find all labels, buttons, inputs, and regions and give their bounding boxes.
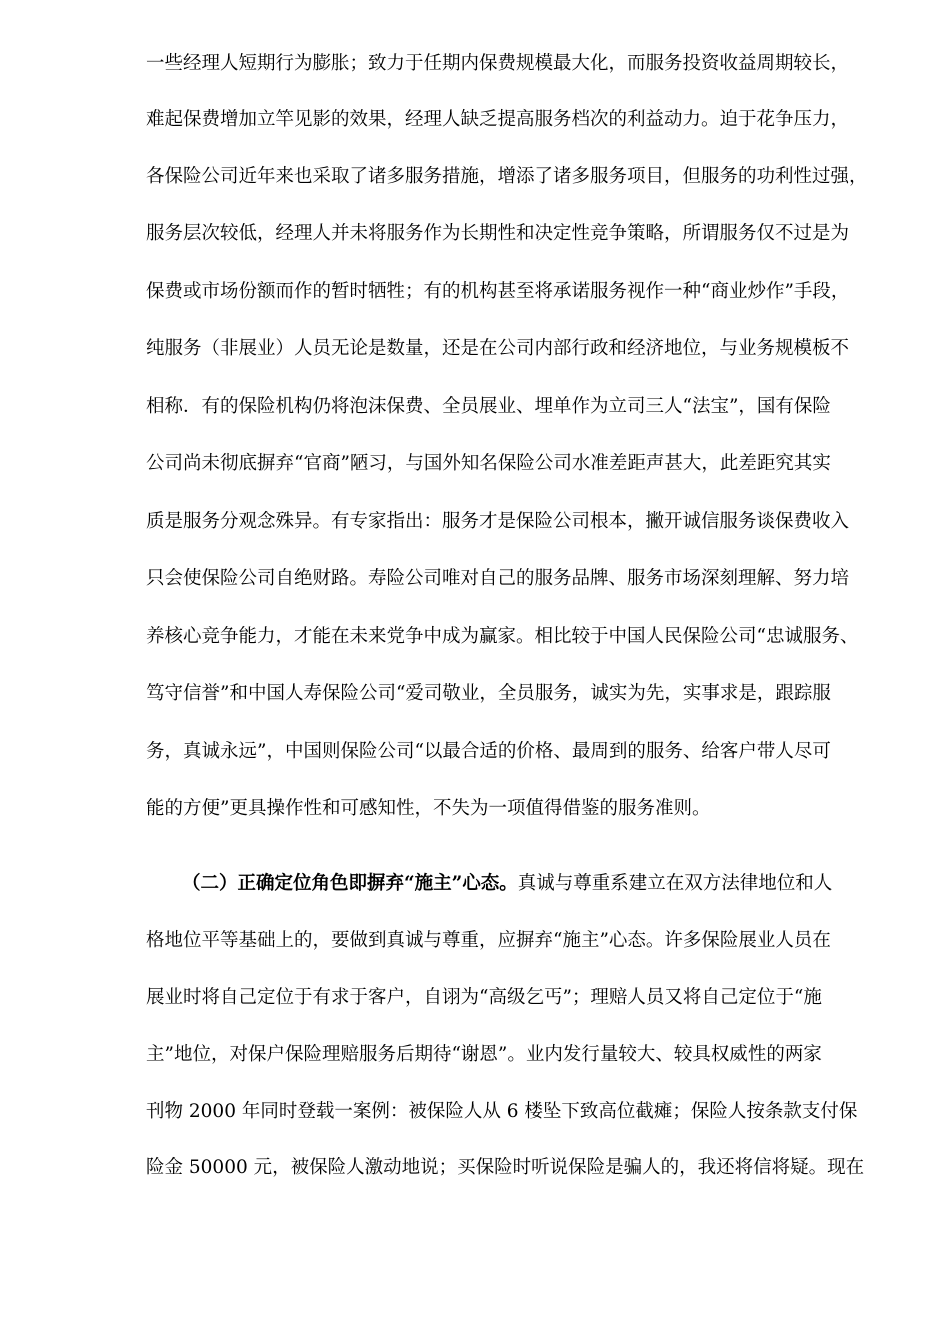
paragraph-2-line: 刊物 2000 年同时登载一案例：被保险人从 6 楼坠下致高位截瘫；保险人按条款支付保 xyxy=(146,1101,858,1122)
paragraph-1-line: 难起保费增加立竿见影的效果，经理人缺乏提高服务档次的利益动力。迫于花争压力， xyxy=(146,109,850,130)
paragraph-2-line: 主”地位，对保户保险理赔服务后期待“谢恩”。业内发行量较大、较具权威性的两家 xyxy=(146,1044,822,1065)
paragraph-2-text: 真诚与尊重系建立在双方法律地位和人 xyxy=(517,873,833,894)
paragraph-1-line: 笃守信誉”和中国人寿保险公司“爱司敬业，全员服务，诚实为先，实事求是，跟踪服 xyxy=(146,683,831,704)
section-heading: （二）正确定位角色即摒弃“施主”心态。 xyxy=(182,873,518,894)
paragraph-2-first-line xyxy=(182,872,886,896)
paragraph-2-line: 险金 50000 元，被保险人激动地说；买保险时听说保险是骗人的，我还将信将疑。现在 xyxy=(146,1157,865,1178)
paragraph-2-line: 格地位平等基础上的，要做到真诚与尊重，应摒弃“施主”心态。许多保险展业人员在 xyxy=(146,930,831,951)
paragraph-1-line: 质是服务分观念殊异。有专家指出：服务才是保险公司根本，撇开诚信服务谈保费收入 xyxy=(146,511,850,532)
paragraph-1-line: 服务层次较低，经理人并未将服务作为长期性和决定性竞争策略，所谓服务仅不过是为 xyxy=(146,223,850,244)
paragraph-1-line: 一些经理人短期行为膨胀；致力于任期内保费规模最大化，而服务投资收益周期较长， xyxy=(146,53,850,74)
paragraph-1-line: 纯服务（非展业）人员无论是数量，还是在公司内部行政和经济地位，与业务规模板不 xyxy=(146,338,850,359)
paragraph-1-line: 只会使保险公司自绝财路。寿险公司唯对自己的服务品牌、服务市场深刻理解、努力培 xyxy=(146,568,850,589)
paragraph-1-line: 相称．有的保险机构仍将泡沫保费、全员展业、埋单作为立司三人“法宝”，国有保险 xyxy=(146,396,831,417)
paragraph-1-line: 保费或市场份额而作的暂时牺牲；有的机构甚至将承诺服务视作一种“商业炒作”手段， xyxy=(146,281,850,302)
paragraph-2-line: 展业时将自己定位于有求于客户，自诩为“高级乞丐”；理赔人员又将自己定位于“施 xyxy=(146,987,822,1008)
paragraph-1-line: 能的方便”更具操作性和可感知性，不失为一项值得借鉴的服务准则。 xyxy=(146,798,711,819)
paragraph-1-line: 各保险公司近年来也采取了诸多服务措施，增添了诸多服务项目，但服务的功利性过强， xyxy=(146,166,868,187)
paragraph-1-line: 养核心竞争能力，才能在未来党争中成为赢家。相比较于中国人民保险公司“忠诚服务、 xyxy=(146,626,859,647)
paragraph-1-line: 公司尚未彻底摒弃“官商”陋习，与国外知名保险公司水准差距声甚大，此差距究其实 xyxy=(146,453,831,474)
paragraph-1-line: 务，真诚永远”，中国则保险公司“以最合适的价格、最周到的服务、给客户带人尽可 xyxy=(146,741,831,762)
